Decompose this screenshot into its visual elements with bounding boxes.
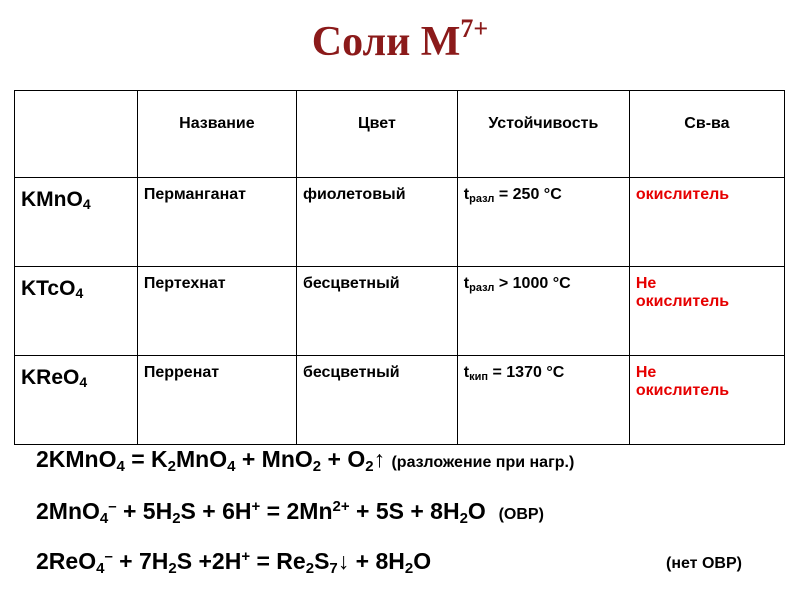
cell-property: окислитель xyxy=(629,178,784,267)
cell-name: Перманганат xyxy=(137,178,296,267)
equation-1 xyxy=(36,446,574,475)
equation-3 xyxy=(36,548,742,577)
title-text: Соли M xyxy=(311,19,461,65)
cell-color: фиолетовый xyxy=(296,178,457,267)
cell-stability: $t_{разл} > 1000$ °C xyxy=(457,267,629,356)
cell-name: Перренат xyxy=(137,356,296,445)
equation-note: (ОВР) xyxy=(498,506,544,523)
table-row xyxy=(15,178,785,267)
page-title xyxy=(0,14,800,66)
equation-note: (разложение при нагр.) xyxy=(391,454,575,471)
header-stability: Устойчивость xyxy=(457,91,629,178)
cell-name: Пертехнат xyxy=(137,267,296,356)
equation-body: $2ReO_4^- + 7H_2S +2H^+$ = $Re_2S_7↓ + 8H_2O$ xyxy=(36,548,432,577)
cell-stability: $t_{разл} = 250$ °C xyxy=(457,178,629,267)
equation-2 xyxy=(36,498,544,527)
equation-note: (нет ОВР) xyxy=(666,555,742,572)
equation-body: $2MnO_4^- + 5H_2S + 6H^+ = 2Mn^{2+} + 5S + 8H_2O$ xyxy=(36,498,486,527)
header-properties: Св-ва xyxy=(629,91,784,178)
cell-formula: KReO$_4$ xyxy=(15,356,138,445)
header-blank xyxy=(15,91,138,178)
header-name: Название xyxy=(137,91,296,178)
table-header-row xyxy=(15,91,785,178)
header-color: Цвет xyxy=(296,91,457,178)
cell-color: бесцветный xyxy=(296,356,457,445)
equation-body: 2KMnO$_4$ = $K_2MnO_4 + MnO_2$ + $O_2↑$ xyxy=(36,446,386,475)
salts-table xyxy=(14,90,785,445)
table-row xyxy=(15,356,785,445)
cell-stability: $t_{кип} = 1370$ °C xyxy=(457,356,629,445)
cell-property: Не окислитель xyxy=(629,356,784,445)
cell-property: Не окислитель xyxy=(629,267,784,356)
cell-color: бесцветный xyxy=(296,267,457,356)
title-superscript: 7+ xyxy=(460,14,489,43)
cell-formula: KMnO$_4$ xyxy=(15,178,138,267)
table-row xyxy=(15,267,785,356)
cell-formula: KTcO$_4$ xyxy=(15,267,138,356)
